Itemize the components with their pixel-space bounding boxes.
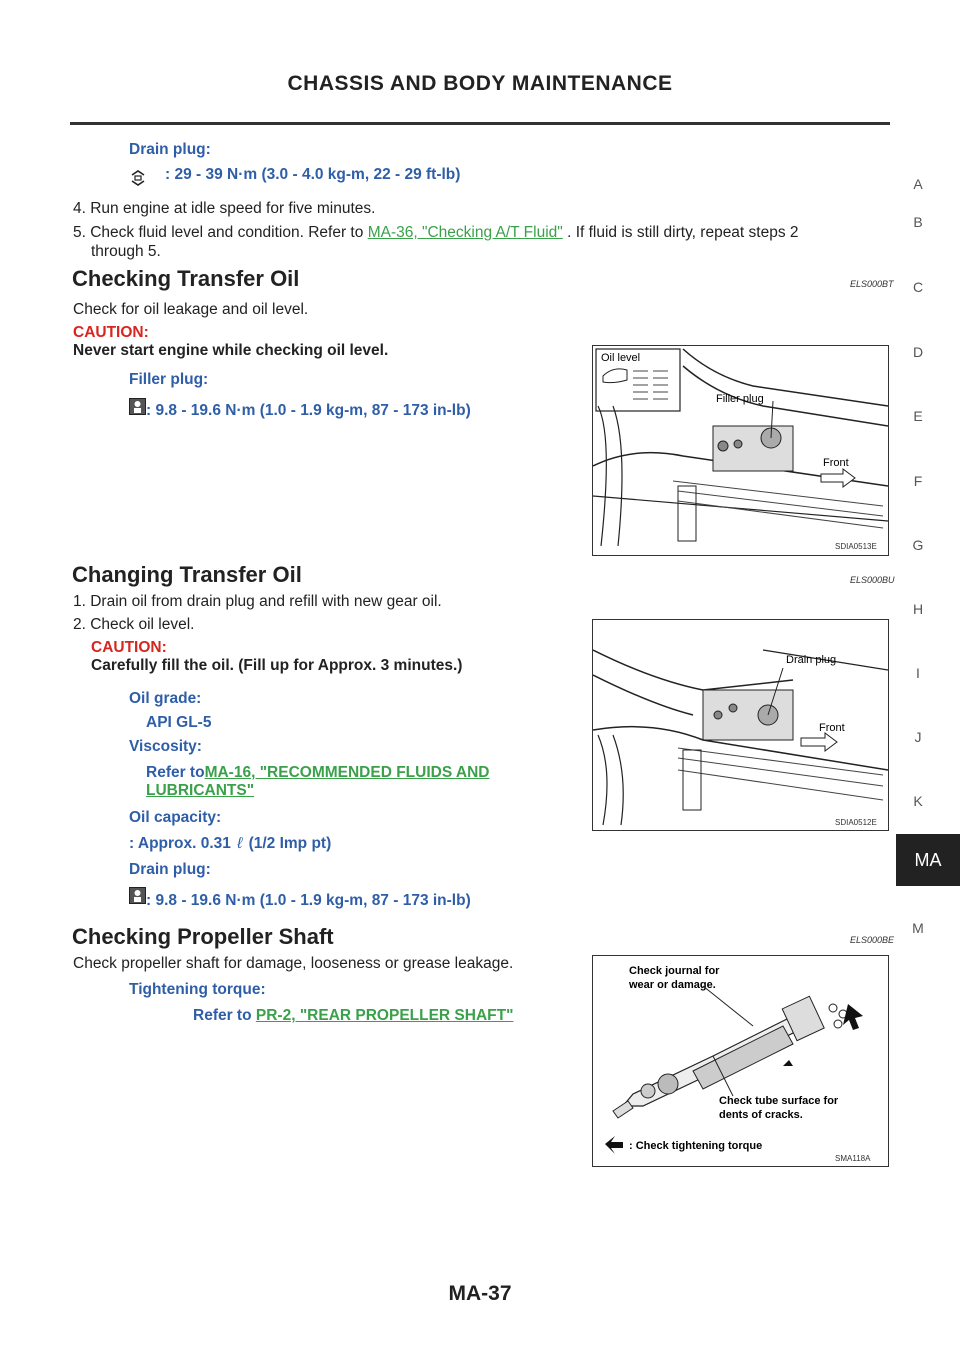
caution-text: Never start engine while checking oil level. (73, 342, 389, 359)
section-title-changing-transfer-oil: Changing Transfer Oil (72, 562, 302, 587)
section-title-checking-propeller-shaft: Checking Propeller Shaft (72, 924, 334, 949)
intro-text: Check for oil leakage and oil level. (73, 301, 309, 318)
step-2: 2. Check oil level. (73, 616, 195, 633)
step-4: 4. Run engine at idle speed for five minutes. (73, 200, 376, 217)
tightening-torque-value: Refer to PR-2, "REAR PROPELLER SHAFT" (193, 1007, 514, 1024)
oil-capacity-value: : Approx. 0.31 ℓ (1/2 Imp pt) (129, 835, 332, 852)
index-tab-i[interactable]: I (916, 665, 920, 681)
caution-label: CAUTION: (73, 324, 149, 341)
drain-plug-label: Drain plug: (129, 141, 211, 158)
link-recommended-fluids-cont[interactable]: LUBRICANTS" (146, 782, 255, 799)
index-tab-e[interactable]: E (913, 408, 923, 424)
page-number: MA-37 (448, 1282, 512, 1305)
torque-icon (129, 398, 146, 420)
index-tab-j[interactable]: J (914, 729, 922, 745)
drain-plug-torque: : 9.8 - 19.6 N·m (1.0 - 1.9 kg-m, 87 - 173 in-lb) (146, 892, 471, 909)
section-title-checking-transfer-oil: Checking Transfer Oil (72, 266, 300, 291)
fig3-label-journal: Check journal for (629, 965, 720, 977)
fig1-label-front: Front (823, 457, 849, 469)
index-tab-d[interactable]: D (912, 344, 924, 360)
torque-arrow-icon (605, 1136, 623, 1154)
step-1: 1. Drain oil from drain plug and refill with new gear oil. (73, 593, 442, 610)
propeller-shaft-illustration (593, 956, 888, 1166)
filler-plug-torque: : 9.8 - 19.6 N·m (1.0 - 1.9 kg-m, 87 - 173 in-lb) (146, 402, 471, 419)
torque-icon (129, 887, 146, 909)
filler-plug-label: Filler plug: (129, 371, 209, 388)
fig3-label-tube-2: dents of cracks. (719, 1109, 803, 1121)
index-tab-a[interactable]: A (913, 176, 923, 192)
figure-drain-plug (592, 619, 889, 831)
oil-capacity-label: Oil capacity: (129, 809, 222, 826)
section-code: ELS000BE (850, 935, 895, 945)
figure-filler-plug (592, 345, 889, 556)
link-recommended-fluids[interactable]: MA-16, "RECOMMENDED FLUIDS AND (204, 764, 490, 781)
index-tab-b[interactable]: B (913, 214, 923, 230)
fig3-label-journal-2: wear or damage. (629, 979, 716, 991)
index-tab-m[interactable]: M (912, 920, 924, 936)
oil-grade-label: Oil grade: (129, 690, 202, 707)
step-5: 5. Check fluid level and condition. Refer to MA-36, "Checking A/T Fluid" . If fluid is still dirty, repeat steps 2 (73, 224, 799, 241)
intro-text: Check propeller shaft for damage, looseness or grease leakage. (73, 955, 514, 972)
section-code: ELS000BT (850, 279, 894, 289)
figure-code-sma118a: SMA118A (835, 1154, 871, 1163)
section-code: ELS000BU (850, 575, 895, 585)
index-tab-k[interactable]: K (913, 793, 923, 809)
fig1-label-oil-level: Oil level (601, 352, 641, 364)
figure-propeller-shaft (592, 955, 889, 1167)
drain-plug-torque: : 29 - 39 N·m (3.0 - 4.0 kg-m, 22 - 29 ft-lb) (165, 166, 461, 183)
index-tab-ma-active[interactable]: MA (896, 834, 960, 886)
caution-text: Carefully fill the oil. (Fill up for Approx. 3 minutes.) (91, 657, 463, 674)
caution-label: CAUTION: (91, 639, 167, 656)
fig2-label-drain-plug: Drain plug (786, 654, 837, 666)
fig2-label-front: Front (819, 722, 845, 734)
filler-plug-illustration (593, 346, 888, 555)
index-tab-g[interactable]: G (912, 537, 924, 553)
header-rule (70, 122, 890, 125)
fig1-label-filler-plug: Filler plug (716, 393, 764, 405)
link-checking-at-fluid[interactable]: MA-36, "Checking A/T Fluid" (367, 224, 563, 241)
figure-code-sdia0513e: SDIA0513E (835, 542, 877, 551)
page-header-title: CHASSIS AND BODY MAINTENANCE (287, 72, 673, 95)
index-tab-c[interactable]: C (912, 279, 924, 295)
drain-plug-illustration (593, 620, 888, 830)
drain-plug-label: Drain plug: (129, 861, 211, 878)
torque-wrench-icon (129, 169, 147, 192)
link-rear-propeller-shaft[interactable]: PR-2, "REAR PROPELLER SHAFT" (255, 1007, 514, 1024)
fig3-label-torque: : Check tightening torque (629, 1140, 763, 1152)
viscosity-value: Refer toMA-16, "RECOMMENDED FLUIDS AND (146, 764, 490, 781)
viscosity-label: Viscosity: (129, 738, 202, 755)
figure-code-sdia0512e: SDIA0512E (835, 818, 877, 827)
oil-grade-value: API GL-5 (146, 714, 212, 731)
viscosity-value-continued (146, 782, 254, 800)
step-5-continued: through 5. (91, 243, 161, 260)
index-tab-h[interactable]: H (912, 601, 924, 617)
tightening-torque-label: Tightening torque: (129, 981, 266, 998)
index-tab-f[interactable]: F (913, 473, 923, 489)
fig3-label-tube: Check tube surface for (719, 1095, 839, 1107)
